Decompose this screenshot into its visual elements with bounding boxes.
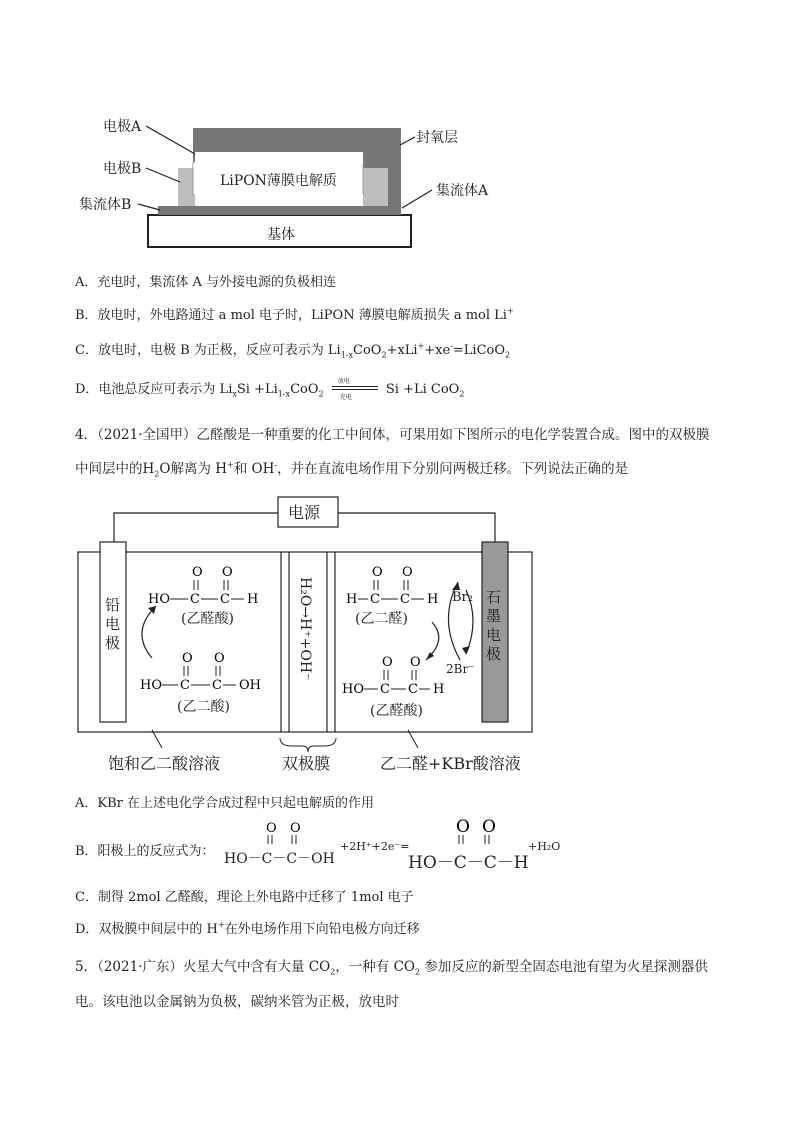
label-membrane: 双极膜 <box>282 754 331 773</box>
label-br2: Br₂ <box>452 590 473 605</box>
svg-text:C: C <box>408 682 418 697</box>
label-collector-b: 集流体B <box>79 197 132 213</box>
label-solution-right: 乙二醛+KBr酸溶液 <box>380 754 521 773</box>
q4-option-b-reactant: HO－C－C－OH <box>224 851 335 867</box>
label-electrolyte: LiPON薄膜电解质 <box>220 173 337 189</box>
q4-option-b-middle: +2H⁺+2e⁻= <box>340 840 410 853</box>
label-electrode-a: 电极A <box>103 119 142 135</box>
svg-text:H: H <box>433 682 445 697</box>
svg-text:O: O <box>266 821 277 836</box>
svg-text:HO: HO <box>140 678 162 693</box>
svg-text:H: H <box>427 592 439 607</box>
q4-option-b-end: +H₂O <box>528 840 561 853</box>
label-substrate: 基体 <box>267 227 295 243</box>
svg-text:C: C <box>212 678 222 693</box>
svg-text:O: O <box>290 821 301 836</box>
svg-text:O: O <box>372 565 383 580</box>
svg-text:O: O <box>402 565 413 580</box>
svg-text:O: O <box>456 818 470 837</box>
label-solution-left: 饱和乙二酸溶液 <box>108 754 221 773</box>
svg-text:H: H <box>346 592 358 607</box>
label-collector-a: 集流体A <box>436 183 489 199</box>
svg-text:HO: HO <box>342 682 364 697</box>
q3-option-d: D．电池总反应可表示为 $Li_xSi +Li_{1-x}CoO_2$ 放电 充电 Si +Li CoO$_2$ <box>75 377 465 401</box>
svg-text:HO: HO <box>148 592 170 607</box>
label-electrode-b: 电极B <box>103 161 142 177</box>
svg-text:C: C <box>380 682 390 697</box>
q4-option-c: C．制得 2mol 乙醛酸，理论上外电路中迁移了 1mol 电子 <box>75 890 414 905</box>
svg-text:O: O <box>482 818 496 837</box>
q5-stem-line2: 电。该电池以金属钠为负极，碳纳米管为正极，放电时 <box>75 994 399 1010</box>
svg-text:O: O <box>222 565 233 580</box>
label-power-source: 电源 <box>288 503 321 522</box>
label-glyoxylic-acid-bottom: (乙醛酸) <box>370 703 423 719</box>
label-lead-electrode: 铅电极 <box>105 596 121 652</box>
svg-text:C: C <box>220 592 230 607</box>
label-seal-layer: 封氧层 <box>416 130 458 146</box>
q4-option-a: A．KBr 在上述电化学合成过程中只起电解质的作用 <box>75 796 375 811</box>
svg-text:H: H <box>247 592 259 607</box>
label-membrane-reaction: H₂O→H⁺+OH⁻ <box>297 577 313 681</box>
svg-text:C: C <box>370 592 380 607</box>
q4-stem-line1: 4．（2021·全国甲）乙醛酸是一种重要的化工中间体，可果用如下图所示的电化学装置合成。图中的双极膜 <box>75 427 710 443</box>
label-br-minus: 2Br⁻ <box>446 662 475 676</box>
bottom-strip <box>195 194 363 206</box>
label-glyoxal: (乙二醛) <box>355 611 408 627</box>
svg-text:O: O <box>382 655 393 670</box>
q3-option-a: A．充电时，集流体 A 与外接电源的负极相连 <box>75 275 337 290</box>
svg-text:C: C <box>400 592 410 607</box>
q5-stem-line1: 5．（2021·广东）火星大气中含有大量 $CO_2$，一种有 $CO_2$ 参加反应的新型全固态电池有望为火星探测器供 <box>75 959 708 977</box>
q3-option-b: B．放电时，外电路通过 a mol 电子时，LiPON 薄膜电解质损失 a mol Li+ <box>75 306 514 323</box>
q4-option-b-product: HO－C－C－H <box>408 853 529 873</box>
svg-text:OH: OH <box>239 678 261 693</box>
svg-text:C: C <box>190 592 200 607</box>
q4-stem-line2: 中间层中的$H_2O$解离为 H+和 OH-，并在直流电场作用下分别问两极迁移。下列说法正确的是 <box>75 460 629 479</box>
q4-option-d: D．双极膜中间层中的 H+在外电场作用下向铅电极方向迁移 <box>75 920 420 937</box>
svg-text:C: C <box>180 678 190 693</box>
q3-option-c: C．放电时，电极 B 为正极，反应可表示为 $Li_{1-x}CoO_2+xLi^++xe^-=LiCoO_2$ <box>75 341 511 360</box>
label-oxalic-acid: (乙二酸) <box>177 699 230 715</box>
svg-text:O: O <box>214 651 225 666</box>
svg-text:O: O <box>182 651 193 666</box>
label-glyoxylic-acid-top: (乙醛酸) <box>181 611 234 627</box>
q4-option-b-prefix: B．阳极上的反应式为： <box>75 844 215 859</box>
svg-text:O: O <box>410 655 421 670</box>
label-graphite-electrode: 石墨电极 <box>486 588 502 663</box>
reversible-arrow: 放电 充电 <box>328 383 382 397</box>
electrode-a-layer <box>195 152 363 164</box>
svg-text:O: O <box>192 565 203 580</box>
